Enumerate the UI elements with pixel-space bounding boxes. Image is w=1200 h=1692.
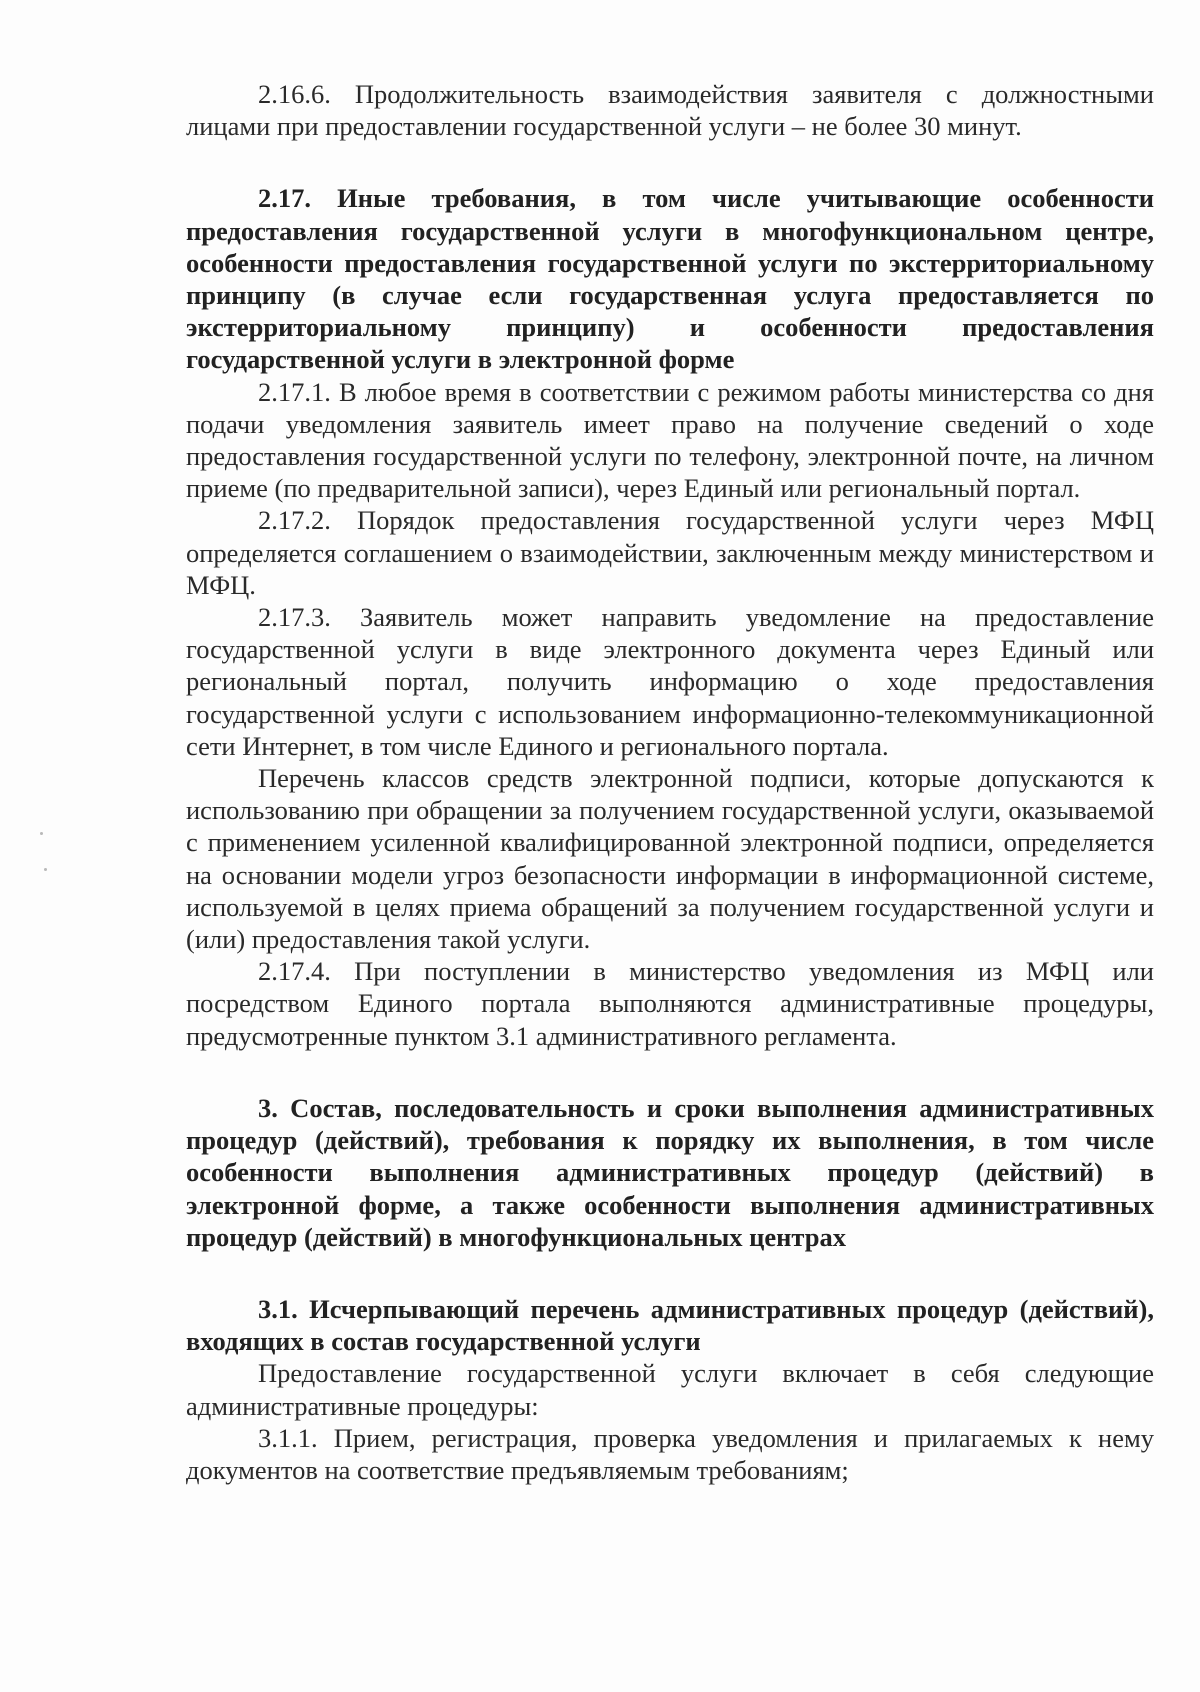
paragraph-signature-classes: Перечень классов средств электронной подписи, которые допускаются к использованию при обращении за получением государственной услуги, оказываемой с применением усиленной квалифицированной электронной подписи, определяется на основании модели угроз безопасности информации в информационной системе, используемой в целях приема обращений за получением государственной услуги и (или) предоставления такой услуги. bbox=[186, 763, 1154, 955]
heading-2-17: 2.17. Иные требования, в том числе учитывающие особенности предоставления государственной услуги в многофункциональном центре, особенности предоставления государственной услуги по экстерриториальному принципу (в случае если государственная услуга предоставляется по экстерриториальному принципу) и особенности предоставления государственной услуги в электронной форме bbox=[186, 183, 1154, 375]
heading-3-1: 3.1. Исчерпывающий перечень административных процедур (действий), входящих в состав государственной услуги bbox=[186, 1293, 1154, 1357]
paragraph-2-16-6: 2.16.6. Продолжительность взаимодействия заявителя с должностными лицами при предоставлении государственной услуги – не более 30 минут. bbox=[186, 79, 1154, 142]
heading-section-3: 3. Состав, последовательность и сроки выполнения административных процедур (действий), требования к порядку их выполнения, в том числе особенности выполнения административных процедур (действий) в электронной форме, а также особенности выполнения административных процедур (действий) в многофункциональных центрах bbox=[186, 1092, 1154, 1252]
document-body bbox=[186, 78, 1154, 1486]
paragraph-2-17-1: 2.17.1. В любое время в соответствии с режимом работы министерства со дня подачи уведомления заявитель имеет право на получение сведений о ходе предоставления государственной услуги по телефону, электронной почте, на личном приеме (по предварительной записи), через Единый или региональный портал. bbox=[186, 376, 1154, 504]
spacer bbox=[186, 1052, 1154, 1092]
scan-speck bbox=[44, 868, 47, 871]
spacer bbox=[186, 1253, 1154, 1293]
scan-speck bbox=[40, 832, 43, 835]
paragraph-2-17-4: 2.17.4. При поступлении в министерство уведомления из МФЦ или посредством Единого портала выполняются административные процедуры, предусмотренные пунктом 3.1 административного регламента. bbox=[186, 956, 1154, 1051]
paragraph-2-17-3: 2.17.3. Заявитель может направить уведомление на предоставление государственной услуги в виде электронного документа через Единый или региональный портал, получить информацию о ходе предоставления государственной услуги с использованием информационно-телекоммуникационной сети Интернет, в том числе Единого и регионального портала. bbox=[186, 602, 1154, 761]
paragraph-2-17-2: 2.17.2. Порядок предоставления государственной услуги через МФЦ определяется соглашением о взаимодействии, заключенным между министерством и МФЦ. bbox=[186, 505, 1154, 600]
paragraph-3-1-intro: Предоставление государственной услуги включает в себя следующие административные процедуры: bbox=[186, 1358, 1154, 1421]
paragraph-3-1-1: 3.1.1. Прием, регистрация, проверка уведомления и прилагаемых к нему документов на соответствие предъявляемым требованиям; bbox=[186, 1422, 1154, 1485]
spacer bbox=[186, 142, 1154, 182]
